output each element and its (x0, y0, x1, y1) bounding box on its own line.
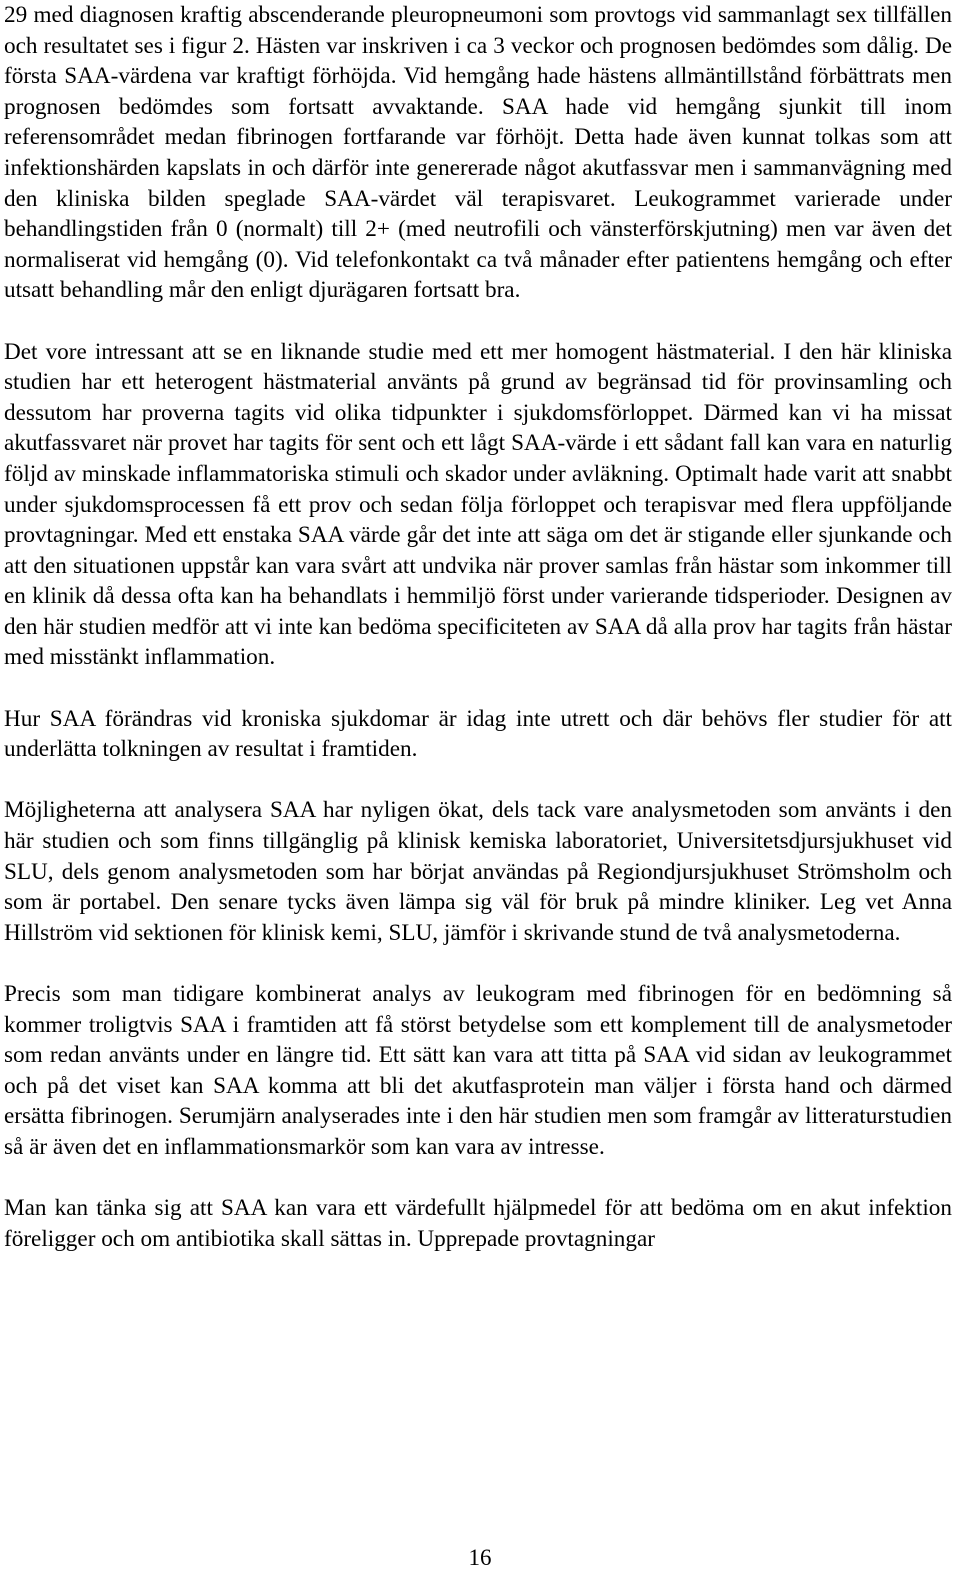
paragraph-homogeneous-material: Det vore intressant att se en liknande studie med ett mer homogent hästmaterial. I den här kliniska studien har ett heterogent hästmaterial använts på grund av begränsad tid för provinsamling och dessutom har proverna tagits vid olika tidpunkter i sjukdomsförloppet. Därmed kan vi ha missat akutfassvaret när provet har tagits för sent och ett lågt SAA-värde i ett sådant fall kan vara en naturlig följd av minskade inflammatoriska stimuli och skador under avläkning. Optimalt hade varit att snabbt under sjukdomsprocessen få ett prov och sedan följa förloppet och terapisvar med flera uppföljande provtagningar. Med ett enstaka SAA värde går det inte att säga om det är stigande eller sjunkande och att den situationen uppstår kan vara svårt att undvika när prover samlas från hästar som inkommer till en klinik då dessa ofta kan ha behandlats i hemmiljö först under varierande tidsperioder. Designen av den här studien medför att vi inte kan bedöma specificiteten av SAA då alla prov har tagits från hästar med misstänkt inflammation. (4, 338, 952, 671)
document-body (4, 0, 952, 1254)
paragraph-analysis-methods: Möjligheterna att analysera SAA har nyligen ökat, dels tack vare analysmetoden som använts i den här studien och som finns tillgänglig på klinisk kemiska laboratoriet, Universitetsdjursjukhuset vid SLU, dels genom analysmetoden som har börjat användas på Regiondjursjukhuset Strömsholm och som är portabel. Den senare tycks även lämpa sig väl för bruk på mindre kliniker. Leg vet Anna Hillström vid sektionen för klinisk kemi, SLU, jämför i skrivande stund de två analysmetoderna. (4, 797, 952, 946)
paragraph-saa-tool: Man kan tänka sig att SAA kan vara ett värdefullt hjälpmedel för att bedöma om en akut infektion föreligger och om antibiotika skall sättas in. Upprepade provtagningar (4, 1195, 952, 1252)
paragraph-case-description: 29 med diagnosen kraftig abscenderande pleuropneumoni som provtogs vid sammanlagt sex tillfällen och resultatet ses i figur 2. Hästen var inskriven i ca 3 veckor och prognosen bedömdes som dålig. De första SAA-värdena var kraftigt förhöjda. Vid hemgång hade hästens allmäntillstånd förbättrats men prognosen bedömdes som fortsatt avvaktande. SAA hade vid hemgång sjunkit till inom referensområdet medan fibrinogen fortfarande var förhöjt. Detta hade även kunnat tolkas som att infektionshärden kapslats in och därför inte genererade något akutfassvar men i sammanvägning med den kliniska bilden speglade SAA-värdet väl terapisvaret. Leukogrammet varierade under behandlingstiden från 0 (normalt) till 2+ (med neutrofili och vänsterförskjutning) men var även det normaliserat vid hemgång (0). Vid telefonkontakt ca två månader efter patientens hemgång och efter utsatt behandling mår den enligt djurägaren fortsatt bra. (4, 2, 952, 304)
paragraph-saa-complement: Precis som man tidigare kombinerat analys av leukogram med fibrinogen för en bedömning så kommer troligtvis SAA i framtiden att få störst betydelse som ett komplement till de analysmetoder som redan använts under en längre tid. Ett sätt kan vara att titta på SAA vid sidan av leukogrammet och på det viset kan SAA komma att bli det akutfasprotein man väljer i första hand och därmed ersätta fibrinogen. Serumjärn analyserades inte i den här studien men som framgår av litteraturstudien så är även det en inflammationsmarkör som kan vara av intresse. (4, 981, 952, 1160)
page-number: 16 (468, 1545, 492, 1570)
paragraph-chronic-disease: Hur SAA förändras vid kroniska sjukdomar är idag inte utrett och där behövs fler studier för att underlätta tolkningen av resultat i framtiden. (4, 705, 952, 763)
